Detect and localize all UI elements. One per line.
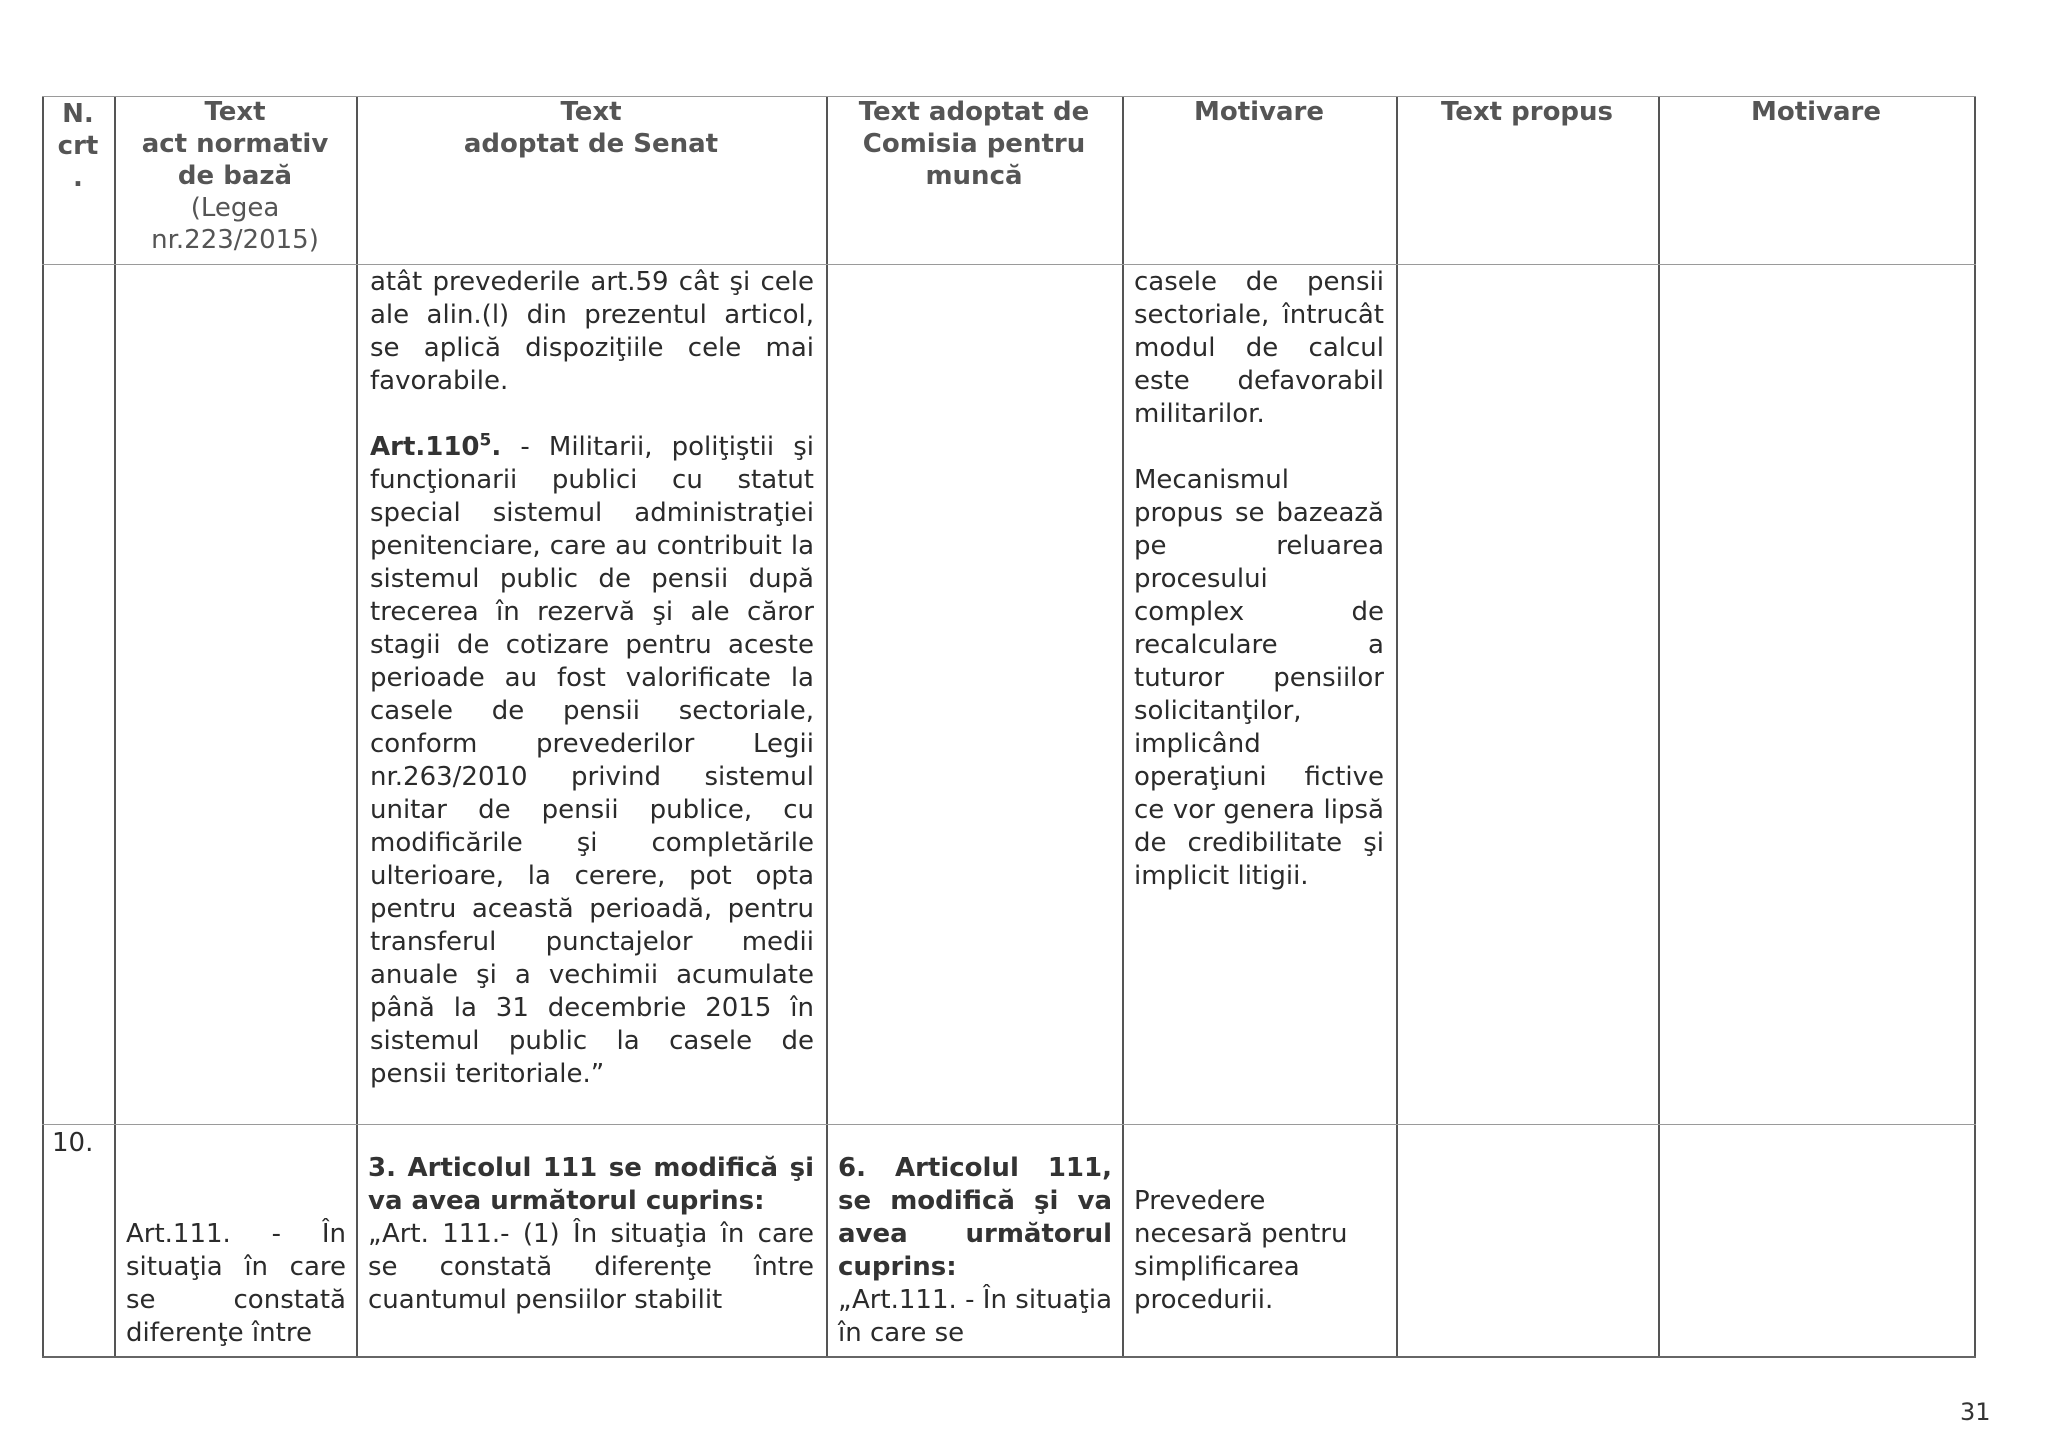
header-motivare: Motivare — [1193, 97, 1325, 127]
senat-paragraph: atât prevederile art.59 cât şi cele ale alin.(l) din prezentul articol, se aplică dispoziţiile cele mai favorabile. — [370, 267, 814, 396]
header-senat: Text adoptat de Senat — [463, 97, 719, 159]
row-number: 10. — [52, 1128, 94, 1158]
header-motivare-2: Motivare — [1750, 97, 1882, 127]
senat-art-111: 3. Articolul 111 se modifică şi va avea următorul cuprins: „Art. 111.- (1) În situaţia în care se constată diferenţe între cuantumul pensiilor stabilit — [368, 1153, 814, 1315]
header-nr-crt: N. crt . — [57, 99, 99, 193]
header-text-propus: Text propus — [1440, 97, 1614, 127]
comparison-table — [42, 96, 1976, 1358]
header-act-normativ: Text act normativ de bază (Legea nr.223/2015) — [141, 97, 329, 255]
motivare-paragraph-2: Mecanismul propus se bazează pe reluarea procesului complex de recalculare a tuturor pensiilor solicitanţilor, implicând operaţiuni fictive ce vor genera lipsă de credibilitate şi implicit litigii. — [1134, 465, 1384, 891]
motivare-art-111: Prevedere necesară pentru simplificarea procedurii. — [1134, 1186, 1348, 1315]
page-number: 31 — [1960, 1398, 1991, 1426]
header-comisie: Text adoptat de Comisia pentru muncă — [858, 97, 1090, 191]
senat-article-110-5: Art.110$^5$. - Militarii, poliţiştii şi funcţionarii publici cu statut special sistemul administraţiei penitenciare, care au contribuit la sistemul public de pensii după trecerea în rezervă şi ale căror stagii de cotizare pentru aceste perioade au fost valorificate la casele de pensii sectoriale, conform prevederilor Legii nr.263/2010 privind sistemul unitar de pensii publice, cu modificările şi completările ulterioare, la cerere, pot opta pentru această perioadă, pentru transferul punctajelor medii anuale şi a vechimii acumulate până la 31 decembrie 2015 în sistemul public la casele de pensii teritoriale.” — [370, 430, 814, 1089]
motivare-continued — [1134, 266, 1384, 893]
senat-text-continued — [370, 266, 814, 1091]
motivare-paragraph-1: casele de pensii sectoriale, întrucât modul de calcul este defavorabil militarilor. — [1134, 267, 1384, 429]
comisie-art-111: 6. Articolul 111, se modifică şi va avea următorul cuprins: „Art.111. - În situaţia în care se — [838, 1153, 1112, 1348]
lege-art-111: Art.111. - În situaţia în care se constată diferenţe între — [126, 1219, 346, 1348]
